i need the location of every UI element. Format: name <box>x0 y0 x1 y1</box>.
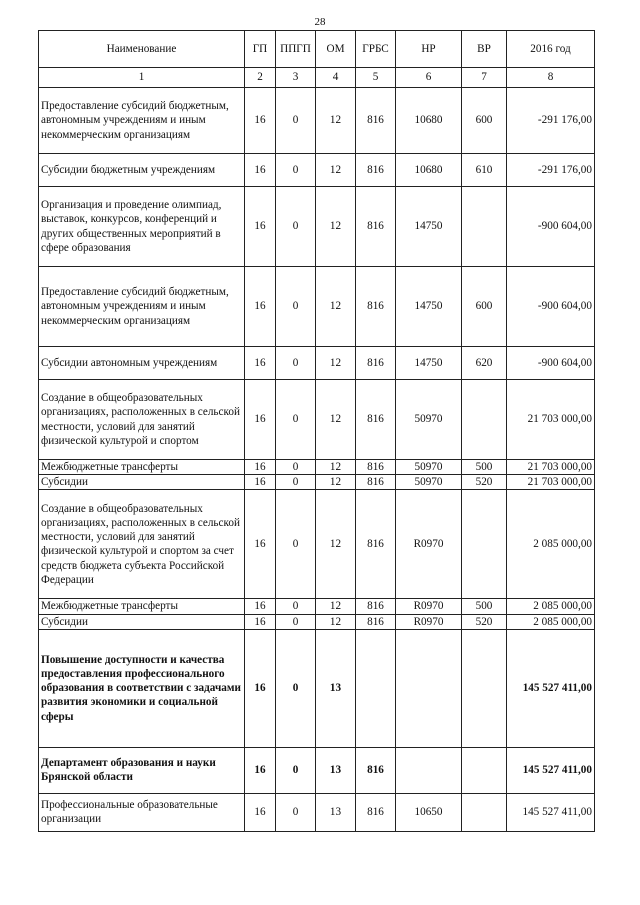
cell-nr: 14750 <box>396 187 462 267</box>
cell-gp: 16 <box>245 380 276 460</box>
header-grbs: ГРБС <box>356 31 396 68</box>
cell-grbs: 816 <box>356 460 396 475</box>
cell-gp: 16 <box>245 347 276 380</box>
cell-gp: 16 <box>245 475 276 490</box>
cell-grbs: 816 <box>356 267 396 347</box>
table-row <box>39 88 595 154</box>
cell-amount: 145 527 411,00 <box>507 747 595 793</box>
cell-gp: 16 <box>245 88 276 154</box>
cell-nr: 10680 <box>396 88 462 154</box>
cell-amount: -900 604,00 <box>507 187 595 267</box>
cell-name: Повышение доступности и качества предоставления профессионального образования в соответствии с задачами развития экономики и социальной сферы <box>39 629 245 747</box>
cell-name: Субсидии бюджетным учреждениям <box>39 154 245 187</box>
cell-vr: 520 <box>462 614 507 629</box>
cell-amount: -291 176,00 <box>507 88 595 154</box>
column-number: 3 <box>276 68 316 88</box>
cell-name: Профессиональные образовательные организации <box>39 793 245 831</box>
cell-nr: R0970 <box>396 614 462 629</box>
cell-amount: -900 604,00 <box>507 347 595 380</box>
cell-nr: 14750 <box>396 347 462 380</box>
column-number: 2 <box>245 68 276 88</box>
table-row <box>39 187 595 267</box>
cell-nr: 10680 <box>396 154 462 187</box>
cell-vr: 620 <box>462 347 507 380</box>
cell-ppgp: 0 <box>276 154 316 187</box>
cell-grbs: 816 <box>356 490 396 599</box>
cell-grbs: 816 <box>356 380 396 460</box>
cell-vr: 600 <box>462 267 507 347</box>
cell-vr <box>462 747 507 793</box>
table-row <box>39 614 595 629</box>
cell-name: Создание в общеобразовательных организациях, расположенных в сельской местности, условий для занятий физической культурой и спортом за счет средств бюджета субъекта Российской Федерации <box>39 490 245 599</box>
header-om: ОМ <box>316 31 356 68</box>
cell-vr <box>462 629 507 747</box>
cell-ppgp: 0 <box>276 490 316 599</box>
cell-amount: 145 527 411,00 <box>507 793 595 831</box>
cell-gp: 16 <box>245 490 276 599</box>
cell-amount: 21 703 000,00 <box>507 475 595 490</box>
cell-gp: 16 <box>245 154 276 187</box>
cell-vr: 500 <box>462 460 507 475</box>
table-row <box>39 460 595 475</box>
cell-amount: -900 604,00 <box>507 267 595 347</box>
cell-nr: 14750 <box>396 267 462 347</box>
cell-gp: 16 <box>245 614 276 629</box>
cell-om: 13 <box>316 793 356 831</box>
table-row <box>39 347 595 380</box>
cell-name: Межбюджетные трансферты <box>39 599 245 614</box>
column-number: 1 <box>39 68 245 88</box>
header-name: Наименование <box>39 31 245 68</box>
header-vr: ВР <box>462 31 507 68</box>
cell-grbs: 816 <box>356 614 396 629</box>
cell-grbs: 816 <box>356 187 396 267</box>
page-number: 28 <box>314 16 326 28</box>
cell-grbs: 816 <box>356 347 396 380</box>
cell-om: 12 <box>316 187 356 267</box>
header-row <box>39 31 595 68</box>
cell-amount: 2 085 000,00 <box>507 490 595 599</box>
cell-ppgp: 0 <box>276 793 316 831</box>
budget-table <box>38 30 595 832</box>
header-year: 2016 год <box>507 31 595 68</box>
table-row <box>39 490 595 599</box>
cell-vr <box>462 380 507 460</box>
cell-gp: 16 <box>245 460 276 475</box>
cell-om: 12 <box>316 614 356 629</box>
table-body <box>39 88 595 832</box>
cell-nr: 50970 <box>396 475 462 490</box>
cell-gp: 16 <box>245 747 276 793</box>
cell-vr <box>462 490 507 599</box>
cell-ppgp: 0 <box>276 187 316 267</box>
cell-amount: 2 085 000,00 <box>507 599 595 614</box>
cell-om: 12 <box>316 490 356 599</box>
cell-gp: 16 <box>245 599 276 614</box>
cell-name: Субсидии автономным учреждениям <box>39 347 245 380</box>
cell-amount: 2 085 000,00 <box>507 614 595 629</box>
column-number: 5 <box>356 68 396 88</box>
cell-grbs: 816 <box>356 599 396 614</box>
cell-vr: 500 <box>462 599 507 614</box>
cell-name: Департамент образования и науки Брянской области <box>39 747 245 793</box>
cell-nr: R0970 <box>396 599 462 614</box>
cell-name: Организация и проведение олимпиад, выставок, конкурсов, конференций и других общественных мероприятий в сфере образования <box>39 187 245 267</box>
cell-vr: 520 <box>462 475 507 490</box>
cell-om: 12 <box>316 267 356 347</box>
cell-amount: 21 703 000,00 <box>507 460 595 475</box>
cell-ppgp: 0 <box>276 599 316 614</box>
cell-amount: 21 703 000,00 <box>507 380 595 460</box>
cell-amount: 145 527 411,00 <box>507 629 595 747</box>
cell-nr: 50970 <box>396 380 462 460</box>
cell-name: Субсидии <box>39 475 245 490</box>
cell-om: 12 <box>316 380 356 460</box>
cell-gp: 16 <box>245 793 276 831</box>
cell-om: 12 <box>316 88 356 154</box>
cell-name: Предоставление субсидий бюджетным, автономным учреждениям и иным некоммерческим организациям <box>39 88 245 154</box>
cell-ppgp: 0 <box>276 267 316 347</box>
cell-gp: 16 <box>245 267 276 347</box>
cell-grbs: 816 <box>356 475 396 490</box>
cell-name: Создание в общеобразовательных организациях, расположенных в сельской местности, условий для занятий физической культурой и спортом <box>39 380 245 460</box>
cell-ppgp: 0 <box>276 614 316 629</box>
header-nr: НР <box>396 31 462 68</box>
column-number: 4 <box>316 68 356 88</box>
cell-om: 13 <box>316 747 356 793</box>
column-number: 6 <box>396 68 462 88</box>
column-number-row <box>39 68 595 88</box>
cell-name: Предоставление субсидий бюджетным, автономным учреждениям и иным некоммерческим организациям <box>39 267 245 347</box>
cell-ppgp: 0 <box>276 380 316 460</box>
cell-grbs: 816 <box>356 154 396 187</box>
cell-ppgp: 0 <box>276 629 316 747</box>
cell-nr <box>396 747 462 793</box>
cell-ppgp: 0 <box>276 347 316 380</box>
cell-vr: 600 <box>462 88 507 154</box>
cell-name: Межбюджетные трансферты <box>39 460 245 475</box>
cell-om: 12 <box>316 154 356 187</box>
cell-amount: -291 176,00 <box>507 154 595 187</box>
table-row <box>39 380 595 460</box>
cell-nr: R0970 <box>396 490 462 599</box>
cell-nr: 10650 <box>396 793 462 831</box>
header-gp: ГП <box>245 31 276 68</box>
cell-vr <box>462 187 507 267</box>
cell-grbs <box>356 629 396 747</box>
table-row <box>39 267 595 347</box>
cell-vr: 610 <box>462 154 507 187</box>
cell-grbs: 816 <box>356 88 396 154</box>
cell-om: 13 <box>316 629 356 747</box>
header-ppgp: ППГП <box>276 31 316 68</box>
table-row <box>39 154 595 187</box>
cell-name: Субсидии <box>39 614 245 629</box>
cell-ppgp: 0 <box>276 460 316 475</box>
table-row <box>39 629 595 747</box>
cell-om: 12 <box>316 347 356 380</box>
cell-om: 12 <box>316 475 356 490</box>
cell-nr <box>396 629 462 747</box>
cell-om: 12 <box>316 460 356 475</box>
cell-gp: 16 <box>245 187 276 267</box>
cell-grbs: 816 <box>356 793 396 831</box>
table-row <box>39 475 595 490</box>
cell-ppgp: 0 <box>276 475 316 490</box>
table-row <box>39 793 595 831</box>
cell-ppgp: 0 <box>276 88 316 154</box>
table-row <box>39 599 595 614</box>
cell-om: 12 <box>316 599 356 614</box>
cell-gp: 16 <box>245 629 276 747</box>
cell-ppgp: 0 <box>276 747 316 793</box>
column-number: 7 <box>462 68 507 88</box>
column-number: 8 <box>507 68 595 88</box>
cell-vr <box>462 793 507 831</box>
cell-grbs: 816 <box>356 747 396 793</box>
table-row <box>39 747 595 793</box>
cell-nr: 50970 <box>396 460 462 475</box>
